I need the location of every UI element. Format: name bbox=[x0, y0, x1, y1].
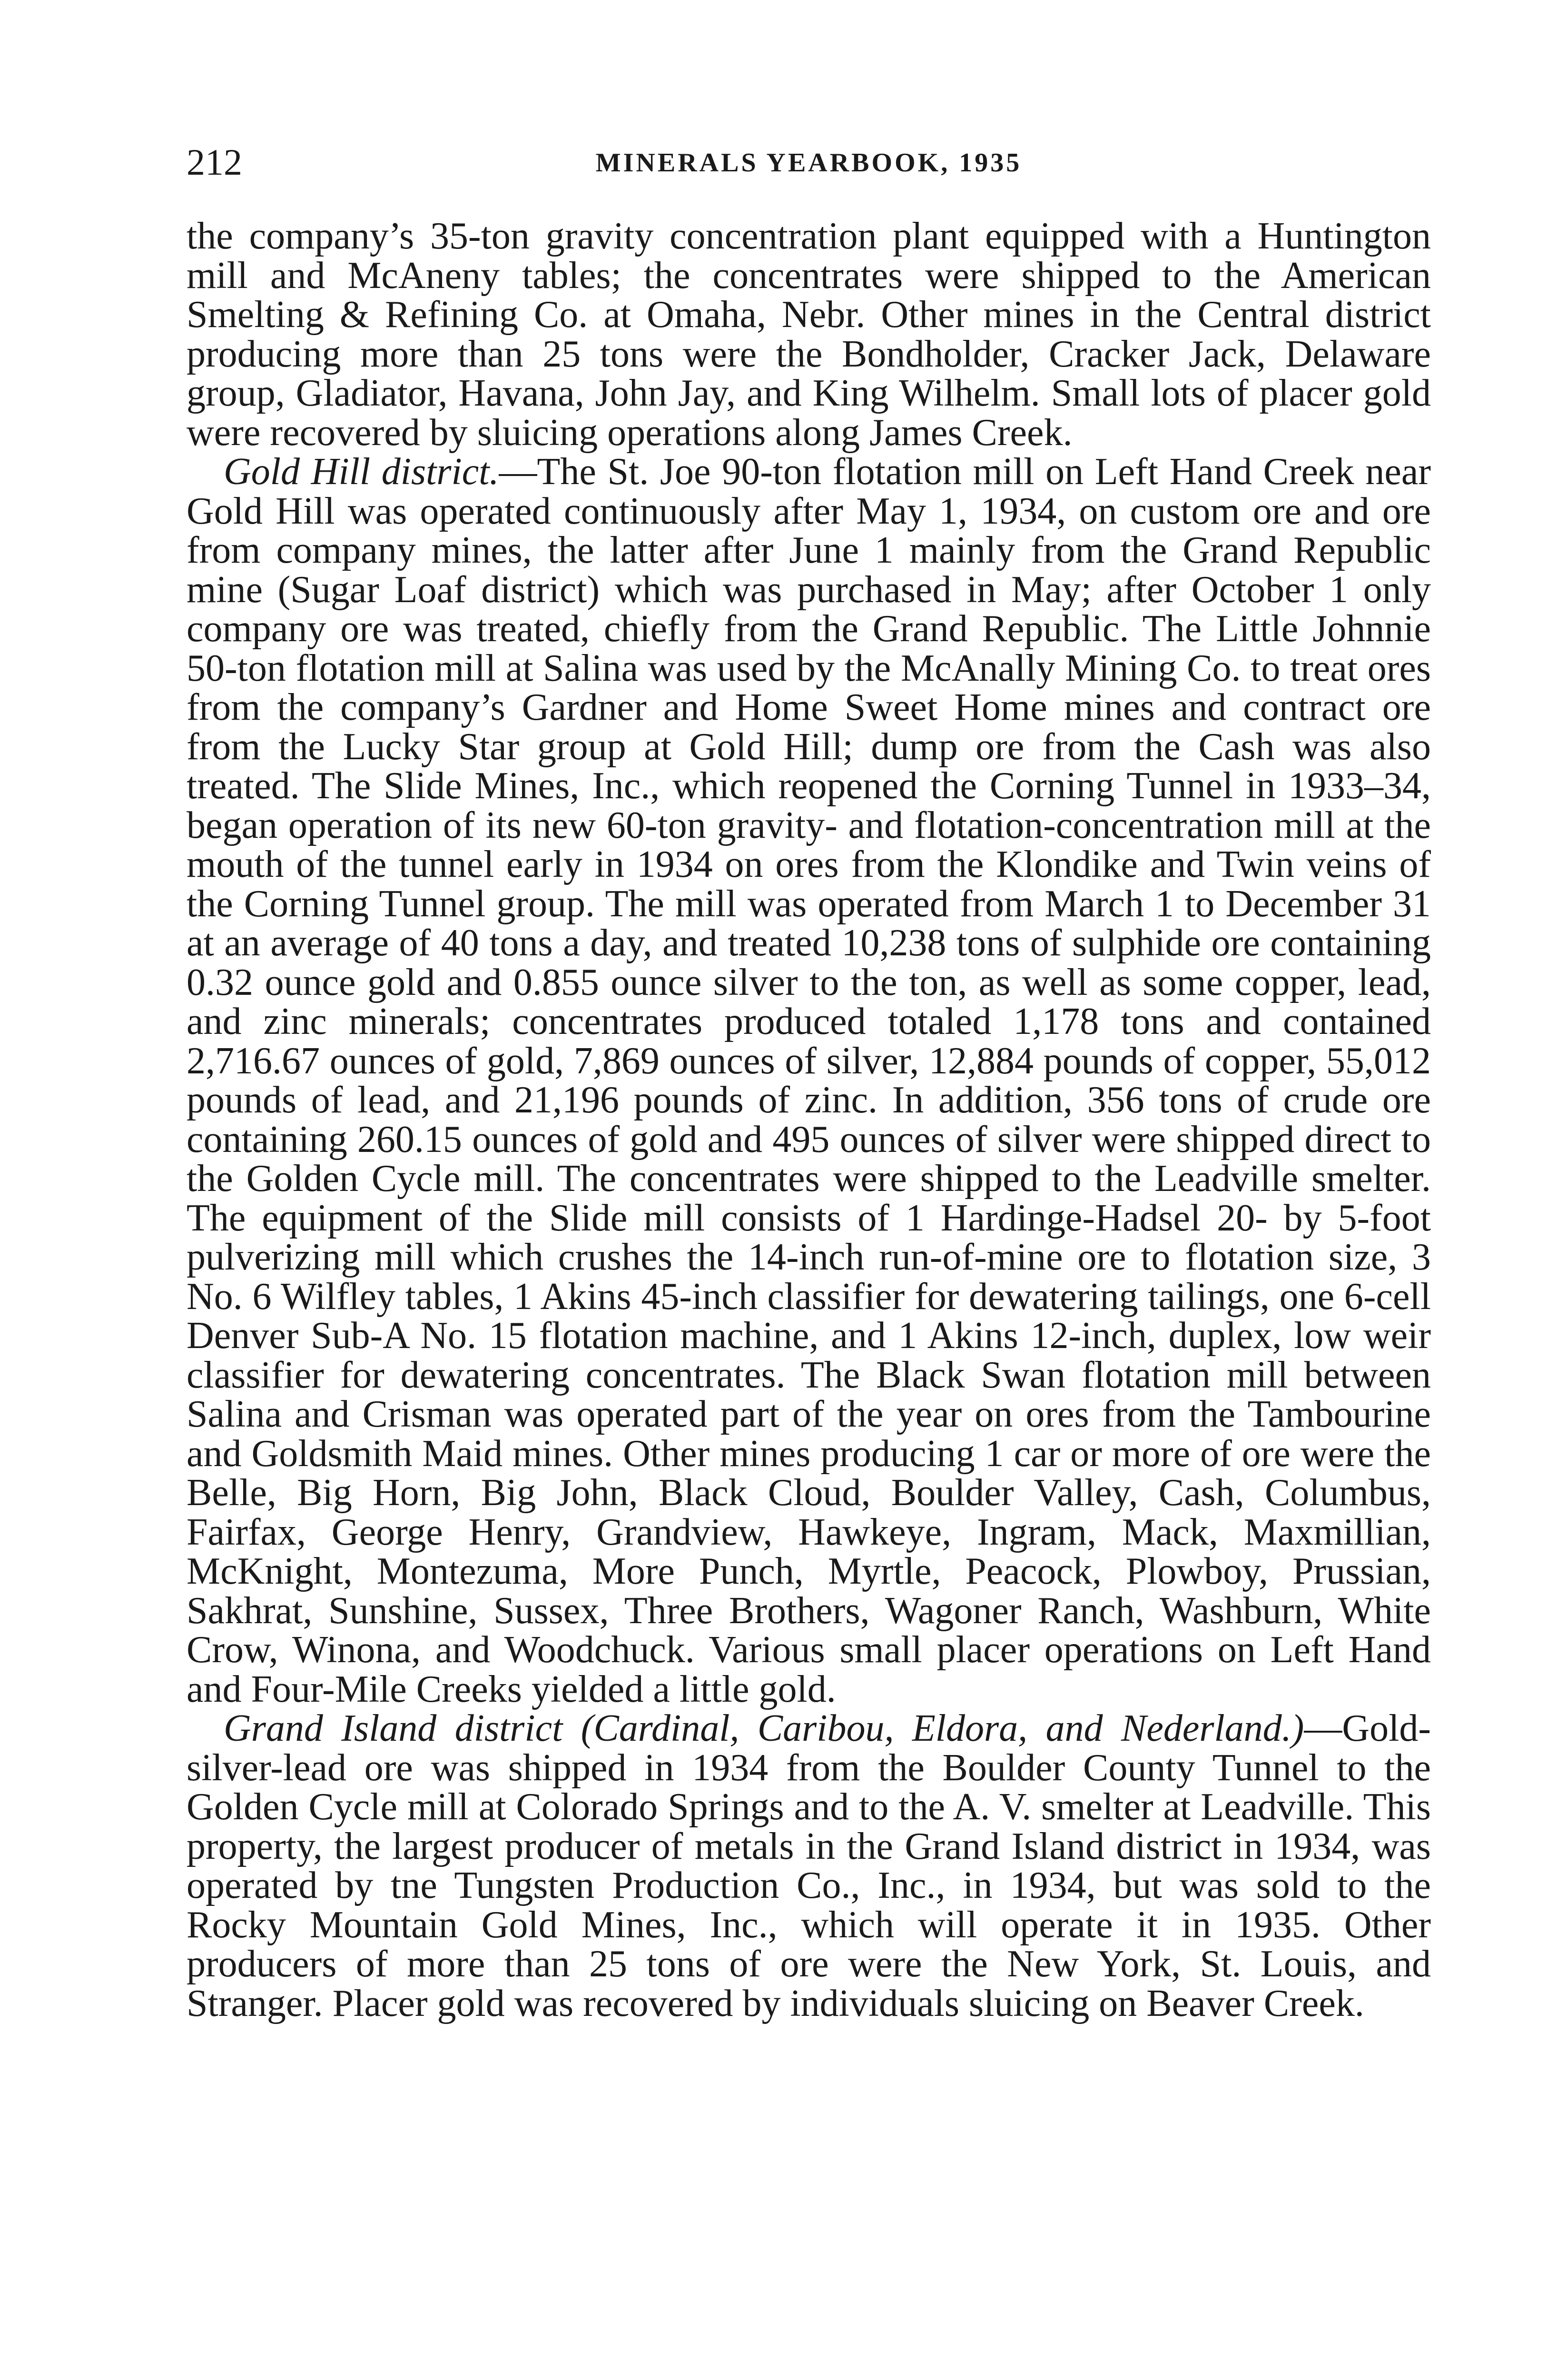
paragraph-text: —The St. Joe 90-ton flotation mill on Left Hand Creek near Gold Hill was operated continuously after May 1, 1934, on custom ore and ore from company mines, the latter after June 1 mainly from the Grand Republic mine (Sugar Loaf district) which was purchased in May; after October 1 only company ore was treated, chiefly from the Grand Republic. The Little Johnnie 50-ton flotation mill at Salina was used by the McAnally Mining Co. to treat ores from the company’s Gardner and Home Sweet Home mines and contract ore from the Lucky Star group at Gold Hill; dump ore from the Cash was also treated. The Slide Mines, Inc., which reopened the Corning Tunnel in 1933–34, began operation of its new 60-ton gravity- and flotation-concentration mill at the mouth of the tunnel early in 1934 on ores from the Klondike and Twin veins of the Corning Tunnel group. The mill was operated from March 1 to December 31 at an average of 40 tons a day, and treated 10,238 tons of sulphide ore containing 0.32 ounce gold and 0.855 ounce silver to the ton, as well as some copper, lead, and zinc minerals; concentrates produced totaled 1,178 tons and contained 2,716.67 ounces of gold, 7,869 ounces of silver, 12,884 pounds of copper, 55,012 pounds of lead, and 21,196 pounds of zinc. In addition, 356 tons of crude ore containing 260.15 ounces of gold and 495 ounces of silver were shipped direct to the Golden Cycle mill. The concentrates were shipped to the Leadville smelter. The equipment of the Slide mill consists of 1 Hardinge-Hadsel 20- by 5-foot pulverizing mill which crushes the 14-inch run-of-mine ore to flotation size, 3 No. 6 Wilfley tables, 1 Akins 45-inch classifier for dewatering tailings, one 6-cell Denver Sub-A No. 15 flotation machine, and 1 Akins 12-inch, duplex, low weir classifier for dewatering concentrates. The Black Swan flotation mill between Salina and Crisman was operated part of the year on ores from the Tambourine and Goldsmith Maid mines. Other mines producing 1 car or more of ore were the Belle, Big Horn, Big John, Black Cloud, Boulder Valley, Cash, Columbus, Fairfax, George Henry, Grandview, Hawkeye, Ingram, Mack, Maxmillian, McKnight, Montezuma, More Punch, Myrtle, Peacock, Plowboy, Prussian, Sakhrat, Sunshine, Sussex, Three Brothers, Wagoner Ranch, Washburn, White Crow, Winona, and Woodchuck. Various small placer operations on Left Hand and Four-Mile Creeks yielded a little gold. bbox=[187, 451, 1431, 1710]
paragraph-text: —Gold-silver-lead ore was shipped in 1934 from the Boulder County Tunnel to the Golden Cycle mill at Colorado Springs and to the A. V. smelter at Leadville. This property, the largest producer of metals in the Grand Island district in 1934, was operated by tne Tungsten Production Co., Inc., in 1934, but was sold to the Rocky Mountain Gold Mines, Inc., which will operate it in 1935. Other producers of more than 25 tons of ore were the New York, St. Louis, and Stranger. Placer gold was recovered by individuals sluicing on Beaver Creek. bbox=[187, 1707, 1431, 2024]
district-heading: Grand Island district (Cardinal, Caribou, Eldora, and Nederland.) bbox=[224, 1707, 1304, 1749]
paragraph-central-district-continued bbox=[187, 217, 1431, 452]
paragraph-text: the company’s 35-ton gravity concentration plant equipped with a Huntington mill and McAneny tables; the concentrates were shipped to the American Smelting & Refining Co. at Omaha, Nebr. Other mines in the Central district producing more than 25 tons were the Bondholder, Cracker Jack, Delaware group, Gladiator, Havana, John Jay, and King Wilhelm. Small lots of placer gold were recovered by sluicing operations along James Creek. bbox=[187, 215, 1431, 454]
page-header bbox=[187, 141, 1431, 184]
page-number: 212 bbox=[187, 141, 242, 183]
paragraph-grand-island-district bbox=[187, 1709, 1431, 2023]
district-heading: Gold Hill district. bbox=[224, 451, 499, 493]
paragraph-gold-hill-district bbox=[187, 452, 1431, 1709]
running-head: MINERALS YEARBOOK, 1935 bbox=[595, 148, 1022, 178]
body-text bbox=[187, 217, 1431, 2023]
